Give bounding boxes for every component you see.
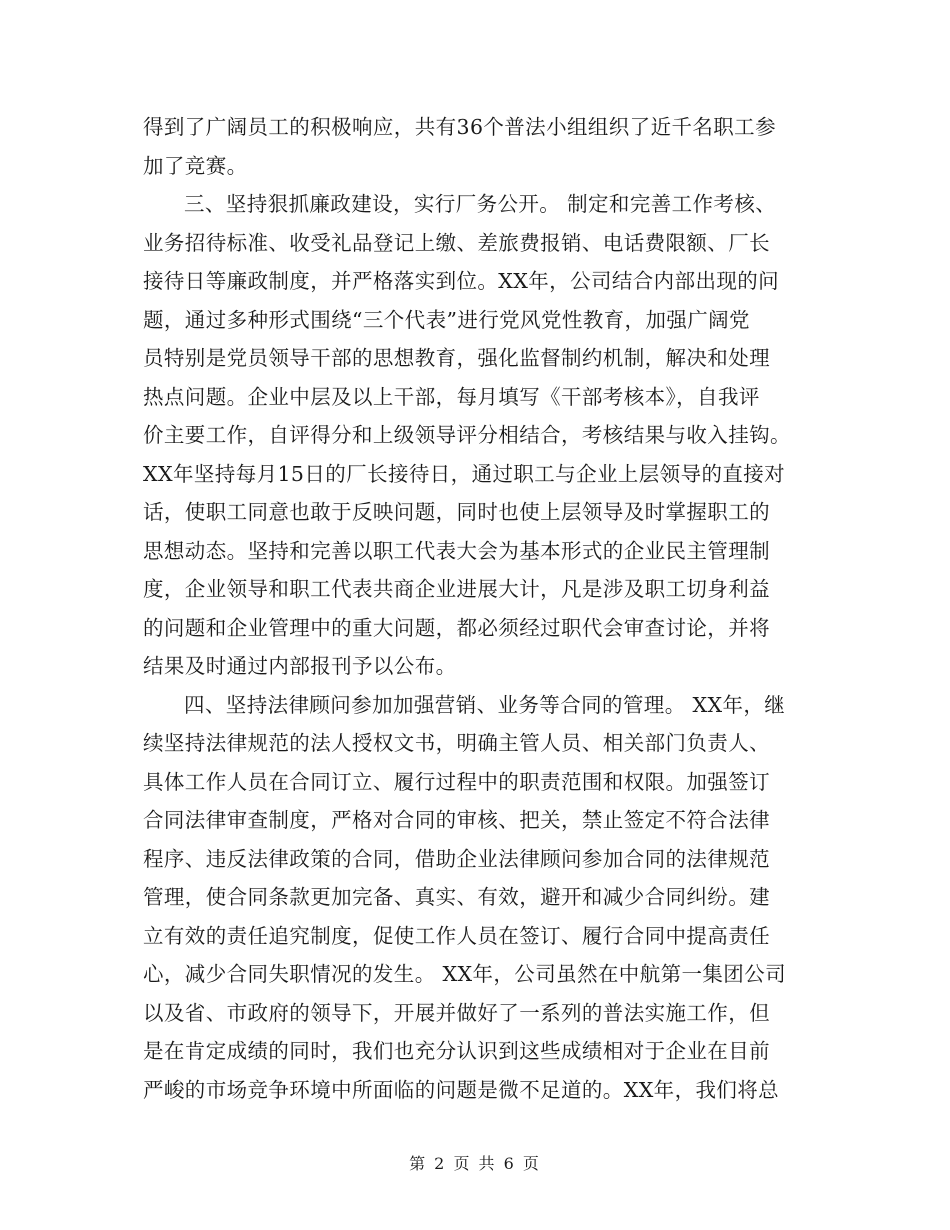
text-line: 度，企业领导和职工代表共商企业进展大计，凡是涉及职工切身利益 [143, 577, 770, 601]
page-footer: 第 2 页 共 6 页 [409, 1154, 541, 1173]
text-line: 题，通过多种形式围绕“三个代表”进行党风党性教育，加强广阔党 [143, 307, 750, 332]
text-line: 合同法律审查制度，严格对合同的审核、把关，禁止签定不符合法律 [143, 808, 770, 832]
text-line: 四、坚持法律顾问参加加强营销、业务等合同的管理。 XX年，继 [184, 692, 786, 717]
text-line: 续坚持法律规范的法人授权文书，明确主管人员、相关部门负责人、 [143, 731, 770, 755]
text-line: 加了竞赛。 [143, 153, 248, 178]
text-line: 管理，使合同条款更加完备、真实、有效，避开和减少合同纠纷。建 [143, 885, 770, 909]
text-line: 员特别是党员领导干部的思想教育，强化监督制约机制，解决和处理 [143, 346, 770, 370]
text-line: 程序、违反法律政策的合同，借助企业法律顾问参加合同的法律规范 [143, 846, 770, 871]
text-line: 心，减少合同失职情况的发生。 XX年，公司虽然在中航第一集团公司 [143, 962, 787, 986]
text-line: 具体工作人员在合同订立、履行过程中的职责范围和权限。加强签订 [143, 769, 770, 794]
text-line: 三、坚持狠抓廉政建设，实行厂务公开。 制定和完善工作考核、 [184, 192, 777, 216]
text-line: 立有效的责任追究制度，促使工作人员在签订、履行合同中提高责任 [143, 923, 770, 948]
text-line: 话，使职工同意也敢于反映问题，同时也使上层领导及时掌握职工的 [143, 500, 770, 524]
text-line: 是在肯定成绩的同时，我们也充分认识到这些成绩相对于企业在目前 [143, 1039, 770, 1063]
text-line: 结果及时通过内部报刊予以公布。 [143, 654, 457, 678]
text-line: 业务招待标准、收受礼品登记上缴、差旅费报销、电话费限额、厂长 [143, 230, 770, 255]
text-line: 接待日等廉政制度，并严格落实到位。XX年，公司结合内部出现的问 [143, 269, 780, 293]
text-line: 得到了广阔员工的积极响应，共有36个普法小组组织了近千名职工参 [143, 115, 776, 139]
text-line: 价主要工作，自评得分和上级领导评分相结合，考核结果与收入挂钩。 [143, 423, 791, 447]
text-line: 以及省、市政府的领导下，开展并做好了一系列的普法实施工作，但 [143, 1000, 770, 1025]
text-line: 思想动态。坚持和完善以职工代表大会为基本形式的企业民主管理制 [143, 538, 770, 563]
text-line: XX年坚持每月15日的厂长接待日，通过职工与企业上层领导的直接对 [143, 461, 786, 486]
text-line: 严峻的市场竞争环境中所面临的问题是微不足道的。XX年，我们将总 [143, 1077, 780, 1102]
text-line: 热点问题。企业中层及以上干部，每月填写《干部考核本》，自我评 [143, 384, 760, 409]
text-line: 的问题和企业管理中的重大问题，都必须经过职代会审查讨论，并将 [143, 615, 770, 640]
body-text [143, 108, 803, 1109]
